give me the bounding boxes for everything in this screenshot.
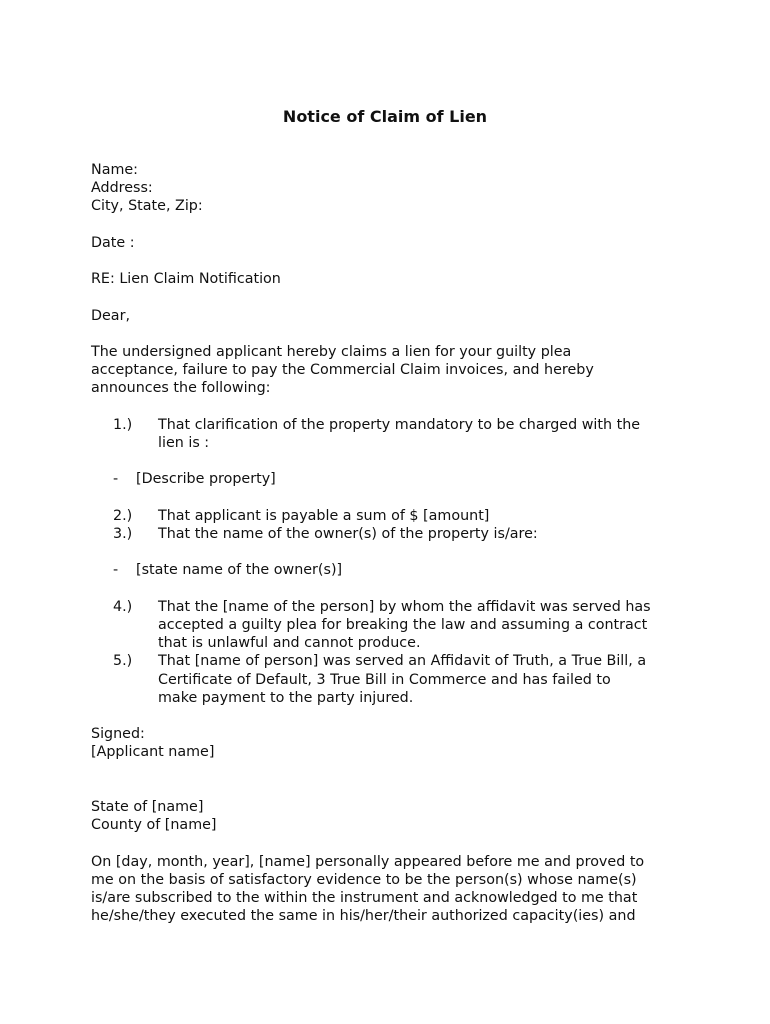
intro-paragraph (91, 343, 691, 398)
list-item-number: 5.) (113, 653, 133, 670)
list-item-1 (91, 416, 691, 452)
notary-line: is/are subscribed to the within the instrument and acknowledged to me that (91, 889, 638, 906)
list-item-2 (91, 507, 691, 525)
list-item-number: 3.) (113, 525, 133, 542)
list-item-text: That clarification of the property mandatory to be charged with the (158, 416, 641, 433)
notary-county: County of [name] (91, 817, 217, 834)
list-item-text: make payment to the party injured. (158, 689, 414, 706)
list-item-text: accepted a guilty plea for breaking the law and assuming a contract (158, 616, 648, 633)
notary-line: me on the basis of satisfactory evidence to be the person(s) whose name(s) (91, 871, 637, 888)
bullet-owner-names (91, 561, 691, 579)
list-item-text: lien is : (158, 434, 210, 451)
list-item-number: 4.) (113, 598, 133, 615)
re-line: RE: Lien Claim Notification (91, 271, 281, 288)
applicant-name-placeholder: [Applicant name] (91, 744, 215, 761)
bullet-text: [Describe property] (136, 471, 276, 488)
list-item-number: 1.) (113, 416, 133, 433)
list-item-text: that is unlawful and cannot produce. (158, 635, 421, 652)
list-item-4 (91, 598, 691, 653)
intro-line: announces the following: (91, 380, 271, 397)
signed-label: Signed: (91, 726, 145, 743)
list-item-text: Certificate of Default, 3 True Bill in Commerce and has failed to (158, 671, 611, 688)
list-item-text: That [name of person] was served an Affidavit of Truth, a True Bill, a (158, 653, 647, 670)
bullet-describe-property (91, 470, 691, 488)
list-item-text: That the [name of the person] by whom the affidavit was served has (158, 598, 651, 615)
notary-line: On [day, month, year], [name] personally appeared before me and proved to (91, 853, 645, 870)
salutation: Dear, (91, 307, 130, 324)
notary-line: he/she/they executed the same in his/her/their authorized capacity(ies) and (91, 908, 636, 925)
city-state-zip-field-label: City, State, Zip: (91, 198, 203, 215)
list-item-3 (91, 525, 691, 543)
list-item-number: 2.) (113, 507, 133, 524)
bullet-text: [state name of the owner(s)] (136, 562, 343, 579)
address-field-label: Address: (91, 180, 153, 197)
bullet-dash: - (113, 562, 119, 579)
bullet-dash: - (113, 471, 119, 488)
list-item-text: That the name of the owner(s) of the property is/are: (158, 525, 538, 542)
list-item-text: That applicant is payable a sum of $ [amount] (158, 507, 490, 524)
intro-line: The undersigned applicant hereby claims a lien for your guilty plea (91, 343, 572, 360)
list-item-5 (91, 652, 691, 707)
notary-state: State of [name] (91, 798, 204, 815)
document-title: Notice of Claim of Lien (282, 107, 488, 126)
document-body (91, 161, 691, 925)
date-field-label: Date : (91, 234, 135, 251)
intro-line: acceptance, failure to pay the Commercial Claim invoices, and hereby (91, 362, 594, 379)
name-field-label: Name: (91, 162, 138, 178)
notary-paragraph (91, 853, 691, 926)
